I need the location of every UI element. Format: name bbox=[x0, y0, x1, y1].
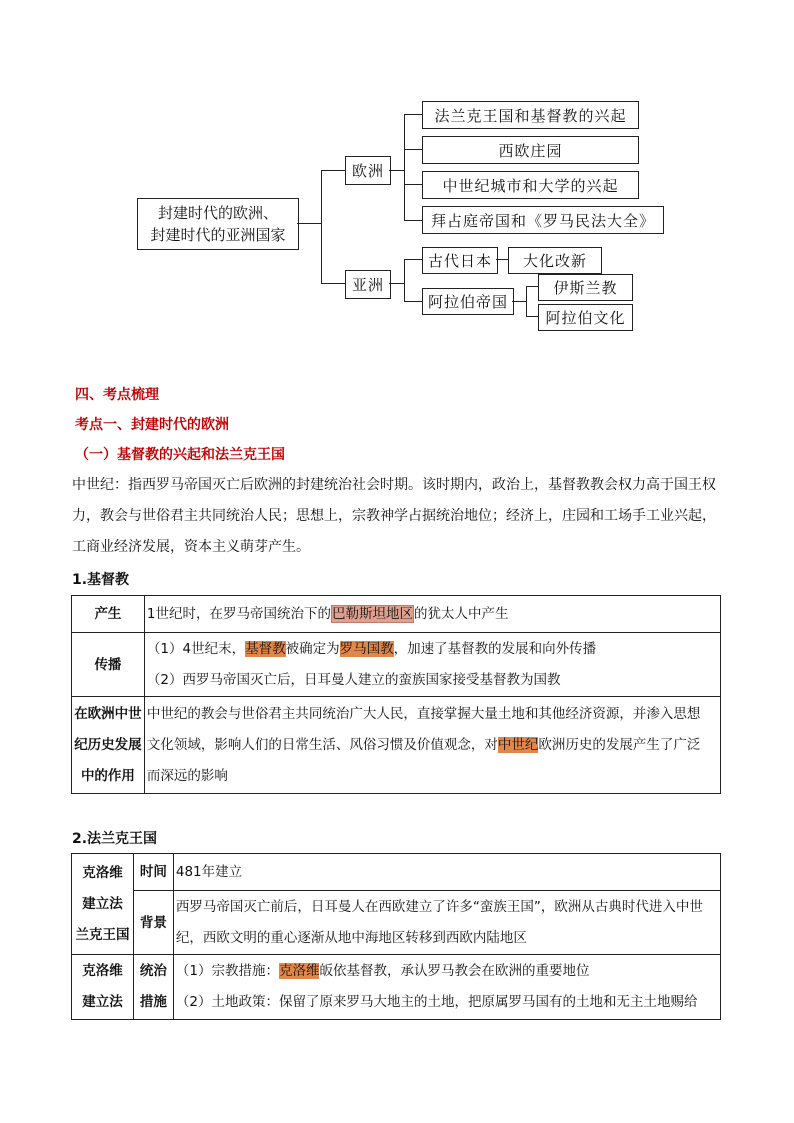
europe-item-2: 西欧庄园 bbox=[422, 136, 639, 164]
christianity-table bbox=[71, 595, 721, 794]
japan-node: 古代日本 bbox=[422, 247, 498, 274]
intro-paragraph bbox=[72, 470, 732, 563]
spread-content: （1）4世纪末，基督教被确定为罗马国教，加速了基督教的发展和向外传播 （2）西罗马帝国灭亡后，日耳曼人建立的蛮族国家接受基督教为国教 bbox=[144, 633, 720, 697]
clovis-rule-label: 克洛维 建立法 bbox=[72, 955, 134, 1020]
frankish-table bbox=[71, 853, 721, 1020]
origin-label: 产生 bbox=[72, 596, 145, 633]
intro-line-2: 力，教会与世俗君主共同统治人民；思想上，宗教神学占据统治地位；经济上，庄园和工场手工业兴起， bbox=[72, 508, 716, 524]
origin-content: 1世纪时，在罗马帝国统治下的巴勒斯坦地区的犹太人中产生 bbox=[144, 596, 720, 633]
root-node bbox=[137, 198, 299, 250]
spread-label: 传播 bbox=[72, 633, 145, 697]
role-label: 在欧洲中世 纪历史发展 中的作用 bbox=[72, 697, 145, 794]
root-line-1: 封建时代的欧洲、 bbox=[157, 204, 278, 222]
intro-line-3: 工商业经济发展，资本主义萌芽产生。 bbox=[72, 539, 310, 555]
time-value: 481年建立 bbox=[173, 854, 720, 891]
time-label: 时间 bbox=[133, 854, 173, 891]
measures-label: 统治 措施 bbox=[133, 955, 173, 1020]
measures-content: （1）宗教措施：克洛维皈依基督教，承认罗马教会在欧洲的重要地位 （2）土地政策：保留了原来罗马大地主的土地，把原属罗马国有的土地和无主土地赐给 bbox=[173, 955, 720, 1020]
highlight-palestine: 巴勒斯坦地区 bbox=[331, 605, 413, 622]
background-label: 背景 bbox=[133, 891, 173, 955]
europe-item-3: 中世纪城市和大学的兴起 bbox=[422, 171, 639, 199]
europe-node: 欧洲 bbox=[345, 156, 391, 185]
table1-title: 1.基督教 bbox=[72, 572, 130, 588]
section-heading: 四、考点梳理 bbox=[75, 387, 159, 403]
intro-line-1: 中世纪：指西罗马帝国灭亡后欧洲的封建统治社会时期。该时期内，政治上，基督教教会权力高于国王权 bbox=[72, 477, 716, 493]
clovis-founding-label: 克洛维 建立法 兰克王国 bbox=[72, 854, 134, 955]
highlight-christianity: 基督教 bbox=[245, 640, 286, 657]
europe-item-4: 拜占庭帝国和《罗马民法大全》 bbox=[422, 206, 664, 234]
highlight-clovis: 克洛维 bbox=[278, 963, 320, 979]
root-line-2: 封建时代的亚洲国家 bbox=[150, 226, 286, 244]
arab-item-2: 阿拉伯文化 bbox=[538, 304, 633, 331]
background-content: 西罗马帝国灭亡前后，日耳曼人在西欧建立了许多“蛮族王国”，欧洲从古典时代进入中世 纪，西欧文明的重心逐渐从地中海地区转移到西欧内陆地区 bbox=[173, 891, 720, 955]
highlight-state-religion: 罗马国教 bbox=[339, 640, 394, 657]
role-content: 中世纪的教会与世俗君主共同统治广大人民，直接掌握大量土地和其他经济资源，并渗入思想 文化领域，影响人们的日常生活、风俗习惯及价值观念，对中世纪欧洲历史的发展产生了广泛 而深远的影响 bbox=[144, 697, 720, 794]
highlight-middle-ages: 中世纪 bbox=[497, 736, 539, 753]
table2-title: 2.法兰克王国 bbox=[72, 831, 158, 847]
point-heading: 考点一、封建时代的欧洲 bbox=[75, 417, 229, 433]
asia-node: 亚洲 bbox=[345, 270, 391, 299]
europe-item-1: 法兰克王国和基督教的兴起 bbox=[422, 101, 639, 129]
subsection-heading: （一）基督教的兴起和法兰克王国 bbox=[75, 447, 285, 463]
arab-node: 阿拉伯帝国 bbox=[422, 288, 514, 315]
japan-item: 大化改新 bbox=[508, 247, 602, 274]
arab-item-1: 伊斯兰教 bbox=[538, 274, 633, 301]
